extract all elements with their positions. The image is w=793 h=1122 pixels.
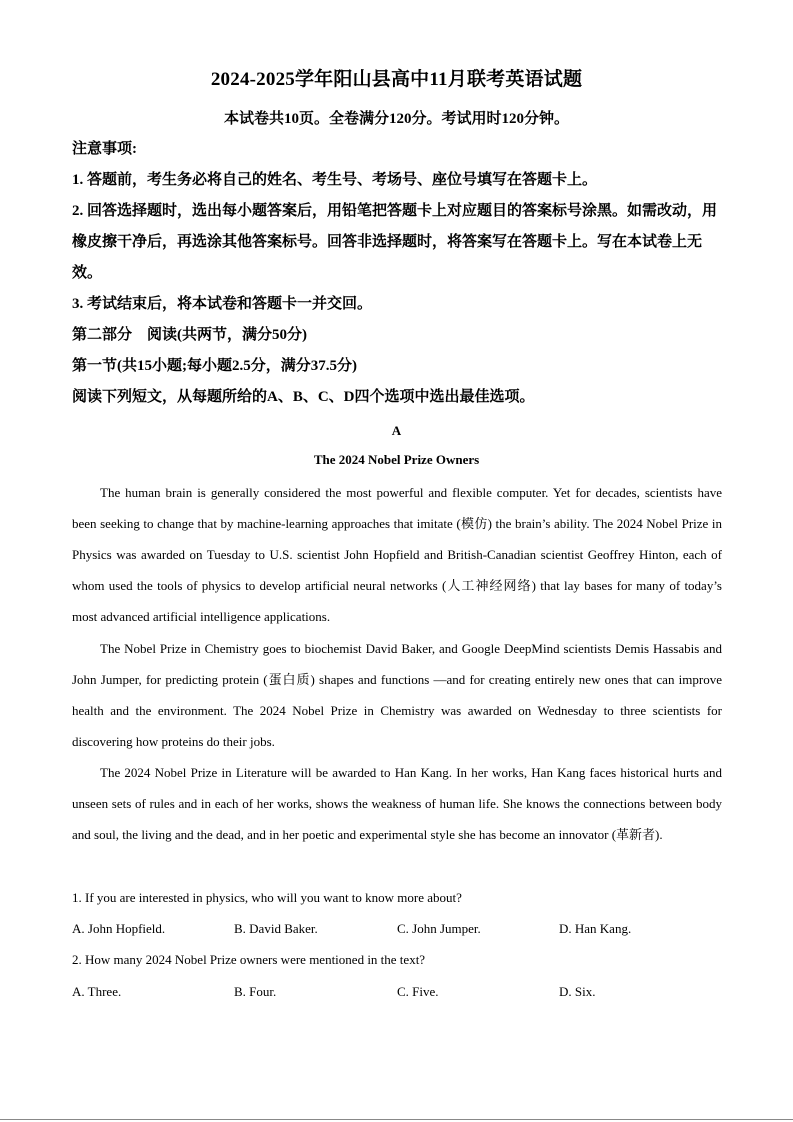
notice-item-2: 2. 回答选择题时，选出每小题答案后，用铅笔把答题卡上对应题目的答案标号涂黑。如需改动，用橡皮擦干净后，再选涂其他答案标号。回答非选择题时，将答案写在答题卡上。写在本试卷上无效。 [72, 203, 718, 281]
passage-paragraph-1: The human brain is generally considered the most powerful and flexible computer. Yet for decades, scientists have been seeking to change that by machine-learning approaches that imitate (模仿) the brain’s ability. The 2024 Nobel Prize in Physics was awarded on Tuesday to U.S. scientist John Hopfield and British-Canadian scientist Geoffrey Hinton, each of whom used the tools of physics to develop artificial neural networks (人工神经网络) that lay bases for many of today’s most advanced artificial intelligence applications. [72, 485, 722, 624]
passage-paragraph-3: The 2024 Nobel Prize in Literature will be awarded to Han Kang. In her works, Han Kang faces historical hurts and unseen sets of rules and in each of her works, shows the weakness of human life. She knows the connections between body and soul, the living and the dead, and in her poetic and experimental style she has become an innovator (革新者). [72, 765, 722, 842]
notice-heading: 注意事项: [72, 141, 137, 157]
notice-item-3: 3. 考试结束后，将本试卷和答题卡一并交回。 [72, 296, 373, 312]
passage-label: A [391, 423, 402, 438]
question-1-stem: 1. If you are interested in physics, who will you want to know more about? [72, 890, 462, 905]
exam-info: 本试卷共10页。全卷满分120分。考试用时120分钟。 [223, 111, 569, 127]
question-2-stem: 2. How many 2024 Nobel Prize owners were mentioned in the text? [72, 952, 426, 967]
notice-item-1: 1. 答题前，考生务必将自己的姓名、考生号、考场号、座位号填写在答题卡上。 [72, 172, 598, 188]
passage-title: The 2024 Nobel Prize Owners [313, 452, 480, 467]
section-heading: 第一节(共15小题;每小题2.5分，满分37.5分) [72, 358, 357, 374]
question-1-option-d[interactable]: D. Han Kang. [559, 921, 632, 936]
question-2-option-a[interactable]: A. Three. [72, 984, 122, 999]
question-2-option-c[interactable]: C. Five. [397, 984, 439, 999]
question-1-option-b[interactable]: B. David Baker. [234, 921, 318, 936]
page-title: 2024-2025学年阳山县高中11月联考英语试题 [210, 69, 583, 90]
question-1-option-c[interactable]: C. John Jumper. [397, 921, 481, 936]
question-2-option-d[interactable]: D. Six. [559, 984, 596, 999]
instruction: 阅读下列短文，从每题所给的A、B、C、D四个选项中选出最佳选项。 [72, 389, 535, 405]
passage-paragraph-2: The Nobel Prize in Chemistry goes to biochemist David Baker, and Google DeepMind scientists Demis Hassabis and John Jumper, for predicting protein (蛋白质) shapes and functions —and for creating entirely new ones that can improve health and the environment. The 2024 Nobel Prize in Chemistry was awarded on Wednesday to three scientists for discovering how proteins do their jobs. [72, 641, 722, 749]
part-heading: 第二部分 阅读(共两节，满分50分) [72, 327, 307, 343]
question-2-option-b[interactable]: B. Four. [234, 984, 277, 999]
question-1-option-a[interactable]: A. John Hopfield. [72, 921, 166, 936]
page-bottom-divider [0, 1119, 793, 1120]
